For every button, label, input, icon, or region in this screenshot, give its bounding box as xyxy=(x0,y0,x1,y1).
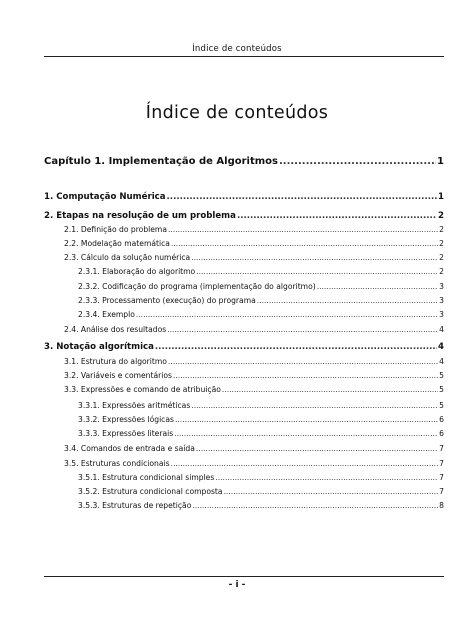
toc-entry-section-3-5-2[interactable] xyxy=(78,487,444,496)
toc-entry-page: 7 xyxy=(439,487,444,496)
toc-entry-page: 2 xyxy=(438,211,444,221)
toc-entry-page: 4 xyxy=(439,357,444,366)
running-header: Índice de conteúdos xyxy=(192,44,282,54)
toc-entry-page: 1 xyxy=(438,192,444,202)
toc-entry-page: 2 xyxy=(439,253,444,262)
toc-entry-section-3-5-1[interactable] xyxy=(78,473,444,482)
toc-entry-label: 2.3. Cálculo da solução numérica xyxy=(64,253,191,262)
toc-leader-dots xyxy=(257,296,438,305)
header-rule xyxy=(44,56,444,57)
toc-entry-section-3-4[interactable] xyxy=(64,444,444,453)
toc-leader-dots xyxy=(191,253,438,262)
toc-entry-label: 3.3.2. Expressões lógicas xyxy=(78,415,174,424)
toc-leader-dots xyxy=(136,310,438,319)
toc-leader-dots xyxy=(173,371,438,380)
toc-entry-section-2-3-4[interactable] xyxy=(78,310,444,319)
toc-entry-page: 8 xyxy=(439,501,444,510)
toc-entry-page: 5 xyxy=(439,385,444,394)
toc-leader-dots xyxy=(317,282,438,291)
toc-entry-label: Capítulo 1. Implementação de Algoritmos xyxy=(44,156,278,167)
toc-entry-section-3-3-2[interactable] xyxy=(78,415,444,424)
toc-entry-label: 2. Etapas na resolução de um problema xyxy=(44,211,236,221)
toc-entry-label: 2.4. Análise dos resultados xyxy=(64,325,167,334)
toc-entry-label: 3.3.3. Expressões literais xyxy=(78,429,174,438)
toc-entry-page: 3 xyxy=(439,282,444,291)
toc-leader-dots xyxy=(155,342,437,352)
toc-entry-page: 6 xyxy=(439,429,444,438)
toc-entry-page: 4 xyxy=(439,325,444,334)
page-number: - i - xyxy=(228,580,246,590)
toc-entry-label: 3.3. Expressões e comando de atribuição xyxy=(64,385,221,394)
toc-leader-dots xyxy=(191,401,438,410)
toc-entry-label: 3.3.1. Expressões aritméticas xyxy=(78,401,191,410)
toc-entry-page: 4 xyxy=(438,342,444,352)
footer-rule xyxy=(44,576,444,577)
toc-leader-dots xyxy=(168,357,438,366)
toc-entry-page: 7 xyxy=(439,473,444,482)
toc-leader-dots xyxy=(215,473,438,482)
toc-entry-label: 3. Notação algorítmica xyxy=(44,342,154,352)
toc-leader-dots xyxy=(174,429,438,438)
toc-entry-section-2-2[interactable] xyxy=(64,239,444,248)
toc-entry-label: 3.1. Estrutura do algoritmo xyxy=(64,357,167,366)
toc-entry-section-3-2[interactable] xyxy=(64,371,444,380)
toc-leader-dots xyxy=(167,325,438,334)
toc-entry-section-2-1[interactable] xyxy=(64,225,444,234)
toc-entry-page: 3 xyxy=(439,296,444,305)
toc-entry-label: 2.2. Modelação matemática xyxy=(64,239,170,248)
toc-entry-section-1[interactable] xyxy=(44,192,444,202)
toc-entry-section-3-3-1[interactable] xyxy=(78,401,444,410)
toc-entry-section-3[interactable] xyxy=(44,342,444,352)
toc-leader-dots xyxy=(279,156,436,167)
toc-entry-section-3-3-3[interactable] xyxy=(78,429,444,438)
toc-entry-section-3-1[interactable] xyxy=(64,357,444,366)
toc-entry-section-2-3-2[interactable] xyxy=(78,282,444,291)
toc-entry-label: 3.5.1. Estrutura condicional simples xyxy=(78,473,215,482)
toc-entry-page: 2 xyxy=(439,225,444,234)
toc-entry-label: 2.1. Definição do problema xyxy=(64,225,167,234)
toc-entry-section-2-4[interactable] xyxy=(64,325,444,334)
toc-entry-section-3-5-3[interactable] xyxy=(78,501,444,510)
toc-entry-label: 3.5.2. Estrutura condicional composta xyxy=(78,487,223,496)
toc-entry-label: 3.5.3. Estruturas de repetição xyxy=(78,501,192,510)
toc-leader-dots xyxy=(192,501,438,510)
toc-leader-dots xyxy=(171,459,439,468)
toc-entry-page: 1 xyxy=(437,156,444,167)
toc-entry-page: 2 xyxy=(439,267,444,276)
toc-entry-page: 6 xyxy=(439,415,444,424)
toc-entry-page: 3 xyxy=(439,310,444,319)
toc-leader-dots xyxy=(167,192,437,202)
toc-entry-label: 1. Computação Numérica xyxy=(44,192,166,202)
toc-entry-label: 2.3.1. Elaboração do algoritmo xyxy=(78,267,196,276)
toc-entry-page: 2 xyxy=(439,239,444,248)
toc-entry-label: 3.2. Variáveis e comentários xyxy=(64,371,172,380)
toc-entry-section-3-3[interactable] xyxy=(64,385,444,394)
toc-leader-dots xyxy=(224,487,439,496)
toc-leader-dots xyxy=(168,225,438,234)
toc-entry-section-2[interactable] xyxy=(44,211,444,221)
toc-entry-label: 2.3.4. Exemplo xyxy=(78,310,135,319)
toc-entry-page: 7 xyxy=(439,459,444,468)
toc-entry-chapter-1[interactable] xyxy=(44,156,444,167)
toc-leader-dots xyxy=(237,211,437,221)
toc-entry-section-3-5[interactable] xyxy=(64,459,444,468)
toc-leader-dots xyxy=(175,415,438,424)
toc-entry-section-2-3-3[interactable] xyxy=(78,296,444,305)
toc-entry-label: 3.4. Comandos de entrada e saída xyxy=(64,444,195,453)
page-title: Índice de conteúdos xyxy=(145,103,329,123)
toc-entry-label: 3.5. Estruturas condicionais xyxy=(64,459,170,468)
toc-entry-page: 7 xyxy=(439,444,444,453)
toc-entry-label: 2.3.3. Processamento (execução) do programa xyxy=(78,296,256,305)
toc-entry-label: 2.3.2. Codificação do programa (implementação do algoritmo) xyxy=(78,282,316,291)
toc-entry-page: 5 xyxy=(439,371,444,380)
toc-leader-dots xyxy=(222,385,438,394)
toc-entry-section-2-3[interactable] xyxy=(64,253,444,262)
toc-entry-page: 5 xyxy=(439,401,444,410)
toc-entry-section-2-3-1[interactable] xyxy=(78,267,444,276)
toc-leader-dots xyxy=(171,239,438,248)
toc-leader-dots xyxy=(196,267,438,276)
toc-leader-dots xyxy=(196,444,438,453)
